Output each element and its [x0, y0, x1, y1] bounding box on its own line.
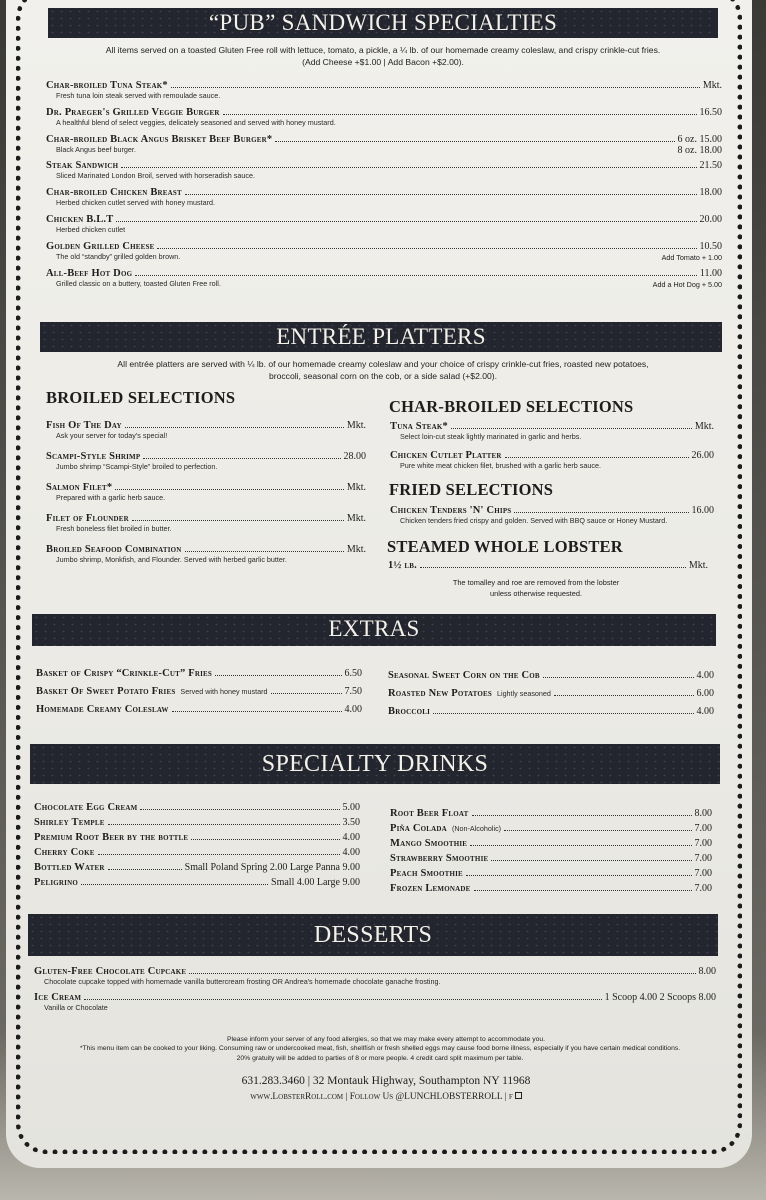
broiled-description: Fresh boneless filet broiled in butter. — [56, 524, 172, 533]
lobster-size: 1½ lb. — [388, 560, 417, 571]
sandwich-name: Char-broiled Chicken Breast — [46, 187, 182, 199]
extra-price: 4.00 — [696, 706, 714, 717]
drinks-title: SPECIALTY DRINKS — [261, 751, 489, 777]
entree-title: ENTRÉE PLATTERS — [276, 324, 486, 349]
drink-name: Bottled Water — [34, 862, 105, 873]
dessert-name: Gluten-Free Chocolate Cupcake — [34, 966, 187, 977]
charbroiled-name: Tuna Steak* — [390, 421, 448, 432]
drink-name: Mango Smoothie — [390, 838, 468, 849]
drink-item — [34, 877, 360, 888]
leader-dots — [433, 713, 693, 714]
sandwich-item — [46, 241, 722, 262]
sandwich-item — [46, 107, 722, 128]
sandwich-description: Grilled classic on a buttery, toasted Gluten Free roll. — [56, 278, 221, 288]
leader-dots — [451, 428, 692, 429]
desserts-banner — [28, 914, 718, 956]
sandwich-name: Char-broiled Tuna Steak* — [46, 80, 168, 91]
desserts-title: DESSERTS — [313, 922, 433, 948]
leader-dots — [143, 458, 340, 459]
dessert-item — [34, 966, 716, 987]
fried-name: Chicken Tenders 'N' Chips — [390, 505, 512, 516]
extra-name: Homemade Creamy Coleslaw — [36, 704, 169, 715]
extra-item — [388, 670, 714, 681]
drink-price: 5.00 — [342, 802, 360, 813]
fried-heading: FRIED SELECTIONS — [389, 480, 554, 499]
drink-price: 4.00 — [342, 832, 360, 843]
drink-item — [34, 802, 360, 813]
sandwich-description: The old “standby” grilled golden brown. — [56, 251, 181, 261]
drink-item — [390, 838, 712, 849]
drink-price: 7.00 — [694, 823, 712, 834]
broiled-description: Ask your server for today's special! — [56, 431, 168, 440]
sandwich-description: Fresh tuna loin steak served with remoulade sauce. — [56, 91, 221, 100]
leader-dots — [504, 830, 691, 831]
extra-note: Served with honey mustard — [180, 687, 268, 696]
drink-price: Small Poland Spring 2.00 Large Panna 9.00 — [184, 862, 360, 873]
leader-dots — [191, 839, 339, 840]
disclaimer — [46, 1044, 714, 1064]
leader-dots — [472, 815, 692, 816]
leader-dots — [116, 221, 696, 222]
dessert-price: 1 Scoop 4.00 2 Scoops 8.00 — [604, 992, 716, 1003]
drink-item — [390, 808, 712, 819]
drink-item — [34, 847, 360, 858]
sandwich-name: Golden Grilled Cheese — [46, 240, 155, 252]
lobster-note — [406, 577, 666, 599]
drink-name: Piña Colada — [390, 823, 447, 834]
broiled-price: Mkt. — [346, 513, 366, 524]
drink-price: 4.00 — [342, 847, 360, 858]
leader-dots — [189, 973, 695, 974]
broiled-item — [46, 544, 366, 565]
extra-price: 6.50 — [344, 668, 362, 679]
drink-price: 7.00 — [694, 838, 712, 849]
dessert-description: Chocolate cupcake topped with homemade vanilla buttercream frosting OR Andrea's homemade chocolate ganache frosting. — [44, 977, 441, 986]
drink-item — [34, 832, 360, 843]
entree-intro-line-2: broccoli, seasonal corn on the cob, or a side salad (+$2.00). — [268, 371, 498, 381]
sandwich-name: Steak Sandwich — [46, 160, 119, 172]
leader-dots — [215, 675, 342, 676]
leader-dots — [115, 489, 344, 490]
dessert-price: 8.00 — [698, 966, 716, 977]
leader-dots — [505, 457, 689, 458]
leader-dots — [108, 824, 340, 825]
broiled-description: Jumbo shrimp, Monkfish, and Flounder. Served with herbed garlic butter. — [56, 555, 287, 564]
sandwich-description: Black Angus beef burger. — [56, 144, 136, 154]
sandwich-price: 6 oz. 15.00 — [677, 133, 722, 145]
sandwich-price: 16.50 — [699, 106, 722, 118]
drink-name: Peligrino — [34, 877, 78, 888]
leader-dots — [98, 854, 340, 855]
drink-price: 7.00 — [694, 853, 712, 864]
leader-dots — [223, 114, 697, 115]
drink-price: Small 4.00 Large 9.00 — [271, 877, 360, 888]
drink-name: Strawberry Smoothie — [390, 853, 489, 864]
extra-price: 7.50 — [344, 686, 362, 697]
sandwich-addon: Add a Hot Dog + 5.00 — [652, 279, 722, 289]
broiled-price: Mkt. — [346, 482, 366, 493]
sandwich-item — [46, 214, 722, 235]
leader-dots — [474, 890, 692, 891]
extra-name: Seasonal Sweet Corn on the Cob — [388, 670, 540, 681]
broiled-name: Scampi-Style Shrimp — [46, 451, 141, 462]
fried-item — [390, 505, 714, 526]
leader-dots — [514, 512, 688, 513]
leader-dots — [185, 194, 697, 195]
disclaimer-line-2: 20% gratuity will be added to parties of 8 or more people. 4 credit card split maximum per table. — [236, 1055, 524, 1062]
pub-banner — [48, 8, 718, 38]
drink-name: Shirley Temple — [34, 817, 105, 828]
drink-item — [34, 817, 360, 828]
sandwich-name: Char-broiled Black Angus Brisket Beef Burger* — [46, 133, 273, 145]
lobster-item — [388, 560, 708, 571]
lobster-note-line-2: unless otherwise requested. — [489, 589, 583, 598]
entree-intro-line-1: All entrée platters are served with ¼ lb. of our homemade creamy coleslaw and your choice of crispy crinkle-cut fries, roasted new potatoes, — [117, 359, 649, 369]
sandwich-price: 11.00 — [699, 267, 722, 279]
charbroiled-price: Mkt. — [694, 421, 714, 432]
sandwich-item — [46, 160, 722, 181]
sandwich-item — [46, 80, 722, 101]
sandwich-item — [46, 268, 722, 289]
contact-line: 631.283.3460 | 32 Montauk Highway, Southampton NY 11968 — [241, 1075, 531, 1087]
instagram-icon[interactable] — [515, 1092, 522, 1099]
charbroiled-description: Select loin-cut steak lightly marinated in garlic and herbs. — [400, 432, 582, 441]
drink-item — [390, 883, 712, 894]
broiled-description: Jumbo shrimp “Scampi-Style” broiled to perfection. — [56, 462, 218, 471]
drink-price: 7.00 — [694, 868, 712, 879]
fried-price: 16.00 — [691, 505, 714, 516]
dessert-name: Ice Cream — [34, 992, 82, 1003]
entree-banner — [40, 322, 722, 352]
leader-dots — [185, 551, 344, 552]
sandwich-price: 21.50 — [699, 160, 722, 172]
leader-dots — [172, 711, 342, 712]
extra-price: 4.00 — [696, 670, 714, 681]
charbroiled-price: 26.00 — [691, 450, 714, 461]
extra-item — [36, 686, 362, 697]
lobster-note-line-1: The tomalley and roe are removed from the lobster — [452, 578, 620, 587]
sandwich-addon: Add Tomato + 1.00 — [661, 252, 722, 262]
charbroiled-heading: CHAR-BROILED SELECTIONS — [389, 397, 634, 416]
drink-price: 3.50 — [342, 817, 360, 828]
extra-price: 6.00 — [696, 688, 714, 699]
pub-intro — [50, 44, 716, 68]
leader-dots — [140, 809, 339, 810]
extras-banner — [32, 614, 716, 646]
sandwich-price: 10.50 — [699, 240, 722, 252]
menu-sheet — [6, 0, 752, 1168]
drink-item — [390, 868, 712, 879]
broiled-item — [46, 420, 366, 441]
leader-dots — [108, 869, 182, 870]
charbroiled-description: Pure white meat chicken filet, brushed with a garlic herb sauce. — [400, 461, 601, 470]
leader-dots — [132, 520, 344, 521]
web-text[interactable]: www.LobsterRoll.com | Follow Us @LUNCHLOBSTERROLL | f — [250, 1092, 513, 1102]
dessert-description: Vanilla or Chocolate — [44, 1003, 108, 1012]
sandwich-price: Mkt. — [702, 80, 722, 91]
sandwich-item — [46, 187, 722, 208]
drink-price: 8.00 — [694, 808, 712, 819]
broiled-description: Prepared with a garlic herb sauce. — [56, 493, 166, 502]
pub-title: “PUB” SANDWICH SPECIALTIES — [208, 10, 558, 35]
dessert-item — [34, 992, 716, 1013]
drink-item — [390, 823, 712, 834]
sandwich-description: Sliced Marinated London Broil, served with horseradish sauce. — [56, 171, 255, 181]
leader-dots — [554, 695, 694, 696]
sandwich-price: 18.00 — [699, 187, 722, 199]
broiled-name: Salmon Filet* — [46, 482, 113, 493]
disclaimer-line-1: *This menu item can be cooked to your liking. Consuming raw or undercooked meat, fish, shellfish or fresh shelled eggs may cause food borne illness, especially if you have certain medical conditions. — [79, 1045, 681, 1052]
sandwich-name: All-Beef Hot Dog — [46, 267, 133, 279]
leader-dots — [171, 87, 700, 88]
extra-name: Basket Of Sweet Potato Fries — [36, 686, 176, 697]
lobster-price: Mkt. — [688, 560, 708, 571]
sandwich-description: Herbed chicken cutlet — [56, 225, 126, 234]
leader-dots — [81, 884, 268, 885]
sandwich-price-alt: 8 oz. 18.00 — [677, 144, 722, 156]
leader-dots — [470, 845, 691, 846]
sandwich-item — [46, 134, 722, 156]
extra-name: Basket of Crispy “Crinkle-Cut” Fries — [36, 668, 212, 679]
leader-dots — [543, 677, 694, 678]
extra-item — [36, 704, 362, 715]
extra-note: Lightly seasoned — [496, 689, 551, 698]
broiled-price: Mkt. — [346, 544, 366, 555]
broiled-item — [46, 482, 366, 503]
leader-dots — [84, 999, 601, 1000]
drink-item — [34, 862, 360, 873]
drink-item — [390, 853, 712, 864]
leader-dots — [491, 860, 691, 861]
entree-intro — [46, 358, 720, 382]
broiled-item — [46, 451, 366, 472]
sandwich-price: 20.00 — [699, 214, 722, 225]
drink-name: Premium Root Beer by the bottle — [34, 832, 189, 843]
drink-name: Peach Smoothie — [390, 868, 463, 879]
drink-name: Frozen Lemonade — [390, 883, 471, 894]
extra-name: Roasted New Potatoes — [388, 688, 492, 699]
drink-name: Chocolate Egg Cream — [34, 802, 138, 813]
sandwich-name: Chicken B.L.T — [46, 214, 114, 225]
fried-description: Chicken tenders fried crispy and golden. Served with BBQ sauce or Honey Mustard. — [400, 516, 668, 525]
leader-dots — [466, 875, 692, 876]
charbroiled-item — [390, 421, 714, 442]
leader-dots — [157, 248, 696, 249]
drink-name: Root Beer Float — [390, 808, 469, 819]
broiled-name: Broiled Seafood Combination — [46, 544, 182, 555]
drinks-banner — [30, 744, 720, 784]
sandwich-description: A healthful blend of select veggies, delicately seasoned and served with honey mustard. — [56, 117, 336, 127]
pub-intro-line-1: All items served on a toasted Gluten Free roll with lettuce, tomato, a pickle, a ¼ lb. of our homemade creamy coleslaw, and crispy crinkle-cut fries. — [105, 45, 661, 55]
drink-name: Cherry Coke — [34, 847, 95, 858]
sandwich-name: Dr. Praeger's Grilled Veggie Burger — [46, 106, 220, 118]
extra-item — [388, 688, 714, 699]
leader-dots — [121, 167, 696, 168]
drink-price: 7.00 — [694, 883, 712, 894]
broiled-price: Mkt. — [346, 420, 366, 431]
extra-price: 4.00 — [344, 704, 362, 715]
leader-dots — [275, 141, 674, 142]
leader-dots — [271, 693, 342, 694]
sandwich-description: Herbed chicken cutlet served with honey mustard. — [56, 198, 216, 208]
broiled-name: Filet of Flounder — [46, 513, 129, 524]
drink-note: (Non-Alcoholic) — [451, 824, 502, 833]
allergy-note: Please inform your server of any food allergies, so that we may make every attempt to accommodate you. — [226, 1036, 546, 1043]
extra-item — [388, 706, 714, 717]
extra-name: Broccoli — [388, 706, 431, 717]
charbroiled-name: Chicken Cutlet Platter — [390, 450, 502, 461]
extra-item — [36, 668, 362, 679]
lobster-heading: STEAMED WHOLE LOBSTER — [387, 537, 623, 556]
pub-intro-line-2: (Add Cheese +$1.00 | Add Bacon +$2.00). — [302, 57, 464, 67]
leader-dots — [125, 427, 344, 428]
extras-title: EXTRAS — [328, 616, 420, 641]
broiled-name: Fish Of The Day — [46, 420, 122, 431]
leader-dots — [135, 275, 697, 276]
broiled-price: 28.00 — [343, 451, 366, 462]
broiled-heading: BROILED SELECTIONS — [46, 388, 236, 407]
web-line — [156, 1092, 616, 1102]
charbroiled-item — [390, 450, 714, 471]
leader-dots — [420, 567, 686, 568]
broiled-item — [46, 513, 366, 534]
